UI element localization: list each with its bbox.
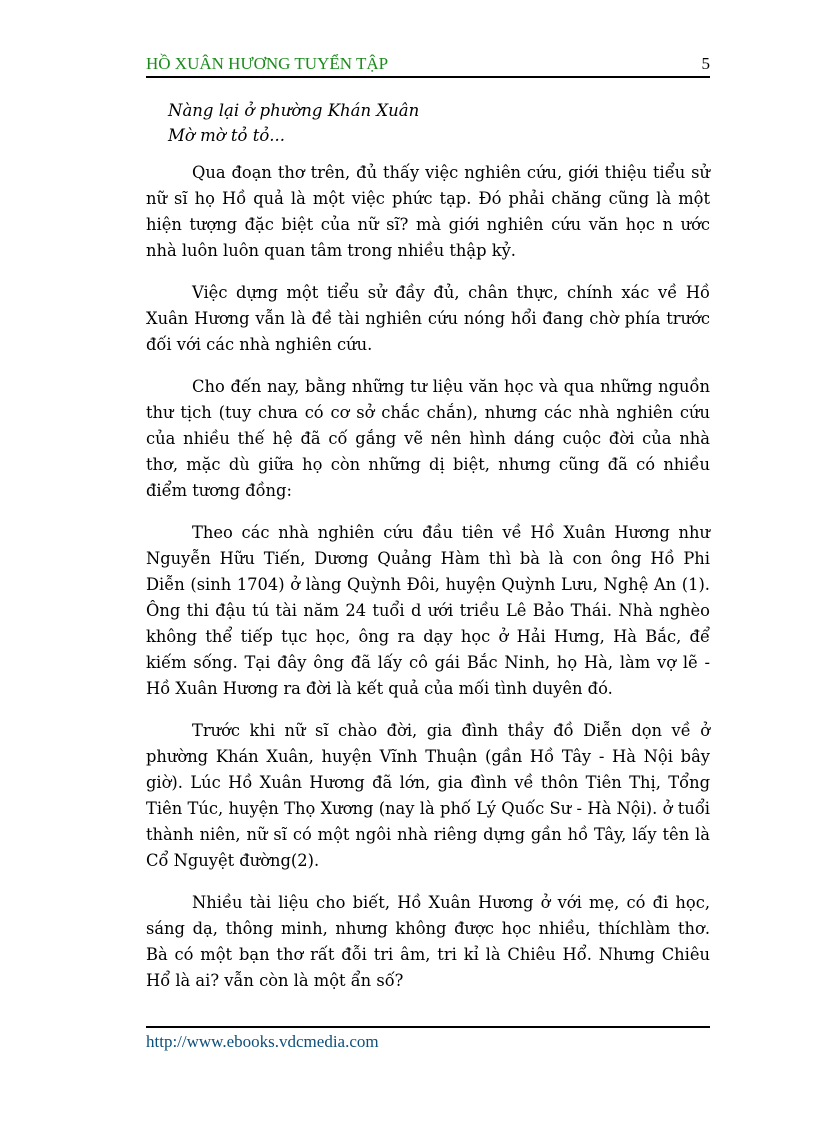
paragraph: Trước khi nữ sĩ chào đời, gia đình thầy đồ Diễn dọn về ở phường Khán Xuân, huyện Vĩnh Thuận (gần Hồ Tây - Hà Nội bây giờ). Lúc Hồ Xuân Hương đã lớn, gia đình về thôn Tiên Thị, Tổng Tiên Túc, huyện Thọ Xương (nay là phố Lý Quốc Sư - Hà Nội). ở tuổi thành niên, nữ sĩ có một ngôi nhà riêng dựng gần hồ Tây, lấy tên là Cổ Nguyệt đường(2).: [146, 721, 710, 870]
footer-rule: [146, 1026, 710, 1028]
paragraph: Theo các nhà nghiên cứu đầu tiên về Hồ Xuân Hương như Nguyễn Hữu Tiến, Dương Quảng Hàm thì bà là con ông Hồ Phi Diễn (sinh 1704) ở làng Quỳnh Đôi, huyện Quỳnh Lưu, Nghệ An (1). Ông thi đậu tú tài năm 24 tuổi d ưới triều Lê Bảo Thái. Nhà nghèo không thể tiếp tục học, ông ra dạy học ở Hải Hưng, Hà Bắc, để kiếm sống. Tại đây ông đã lấy cô gái Bắc Ninh, họ Hà, làm vợ lẽ - Hồ Xuân Hương ra đời là kết quả của mối tình duyên đó.: [146, 523, 710, 698]
verse-quote: [168, 98, 710, 148]
header-title: HỒ XUÂN HƯƠNG TUYỂN TẬP: [146, 54, 389, 73]
footer-url[interactable]: http://www.ebooks.vdcmedia.com: [146, 1032, 379, 1051]
header-rule: [146, 76, 710, 78]
paragraph: Việc dựng một tiểu sử đầy đủ, chân thực, chính xác về Hồ Xuân Hương vẫn là đề tài nghiên cứu nóng hổi đang chờ phía trước đối với các nhà nghiên cứu.: [146, 283, 710, 354]
verse-line: Nàng lại ở phường Khán Xuân: [168, 101, 420, 120]
paragraph: Cho đến nay, bằng những tư liệu văn học và qua những nguồn thư tịch (tuy chưa có cơ sở chắc chắn), nhưng các nhà nghiên cứu của nhiều thế hệ đã cố gắng vẽ nên hình dáng cuộc đời của nhà thơ, mặc dù giữa họ còn những dị biệt, nhưng cũng đã có nhiều điểm tương đồng:: [146, 377, 710, 500]
verse-line: Mờ mờ tỏ tỏ...: [168, 126, 286, 145]
page-header: [146, 50, 710, 74]
paragraph: Qua đoạn thơ trên, đủ thấy việc nghiên cứu, giới thiệu tiểu sử nữ sĩ họ Hồ quả là một việc phức tạp. Đó phải chăng cũng là một hiện tượng đặc biệt của nữ sĩ? mà giới nghiên cứu văn học n ước nhà luôn luôn quan tâm trong nhiều thập kỷ.: [146, 163, 710, 260]
document-body: [146, 98, 710, 1010]
paragraph: Nhiều tài liệu cho biết, Hồ Xuân Hương ở với mẹ, có đi học, sáng dạ, thông minh, nhưng không được học nhiều, thíchlàm thơ. Bà có một bạn thơ rất đỗi tri âm, tri kỉ là Chiêu Hổ. Nhưng Chiêu Hổ là ai? vẫn còn là một ẩn số?: [146, 893, 710, 990]
page-number: 5: [701, 54, 710, 73]
